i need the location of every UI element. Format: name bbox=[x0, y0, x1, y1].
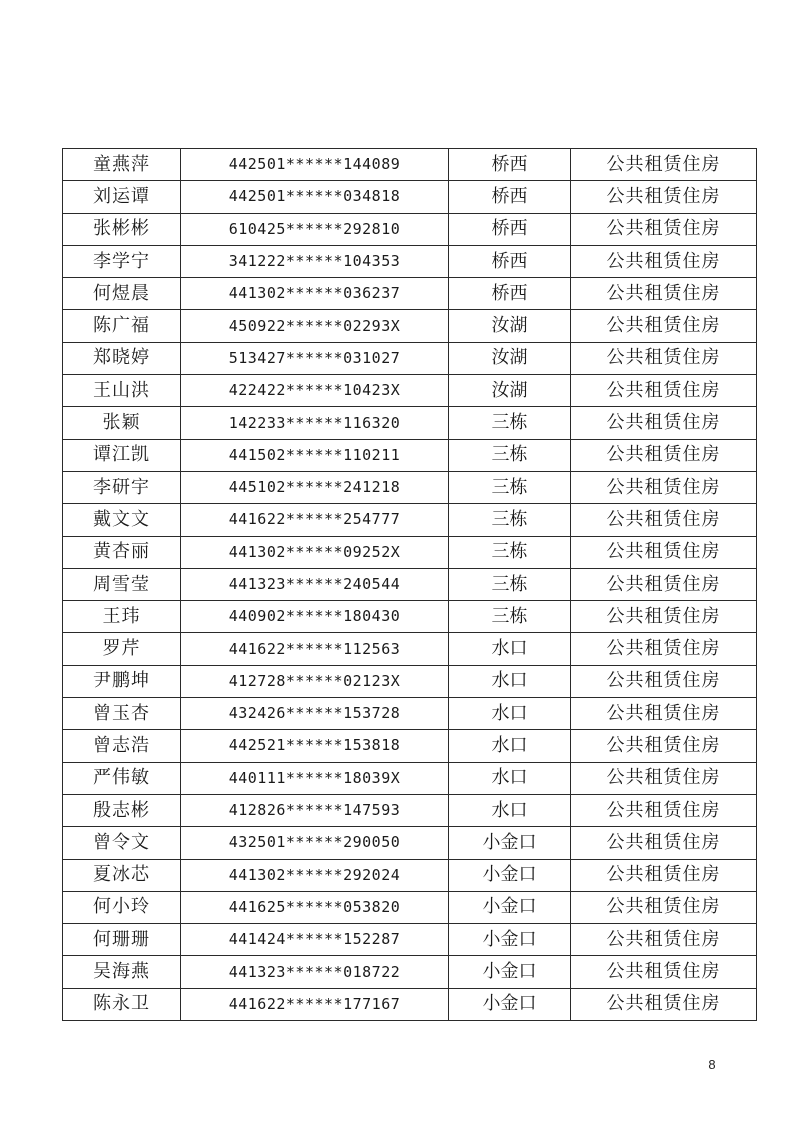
table-row bbox=[63, 342, 757, 374]
housing-type-cell: 公共租赁住房 bbox=[571, 213, 757, 245]
table-row bbox=[63, 633, 757, 665]
housing-type-cell: 公共租赁住房 bbox=[571, 633, 757, 665]
area-cell: 桥西 bbox=[449, 245, 571, 277]
area-cell: 三栋 bbox=[449, 471, 571, 503]
housing-type-cell: 公共租赁住房 bbox=[571, 698, 757, 730]
table-row bbox=[63, 956, 757, 988]
housing-type-cell: 公共租赁住房 bbox=[571, 891, 757, 923]
area-cell: 水口 bbox=[449, 698, 571, 730]
table-row bbox=[63, 439, 757, 471]
housing-type-cell: 公共租赁住房 bbox=[571, 310, 757, 342]
housing-type-cell: 公共租赁住房 bbox=[571, 407, 757, 439]
table-row bbox=[63, 213, 757, 245]
housing-type-cell: 公共租赁住房 bbox=[571, 181, 757, 213]
area-cell: 小金口 bbox=[449, 859, 571, 891]
table-row bbox=[63, 310, 757, 342]
id-number-cell: 441424******152287 bbox=[181, 924, 449, 956]
area-cell: 三栋 bbox=[449, 407, 571, 439]
id-number-cell: 440111******18039X bbox=[181, 762, 449, 794]
id-number-cell: 432501******290050 bbox=[181, 827, 449, 859]
applicant-name-cell: 何煜晨 bbox=[63, 278, 181, 310]
id-number-cell: 341222******104353 bbox=[181, 245, 449, 277]
table-row bbox=[63, 924, 757, 956]
housing-type-cell: 公共租赁住房 bbox=[571, 245, 757, 277]
table-row bbox=[63, 988, 757, 1020]
allocation-table-body bbox=[63, 149, 757, 1021]
housing-type-cell: 公共租赁住房 bbox=[571, 827, 757, 859]
area-cell: 水口 bbox=[449, 633, 571, 665]
id-number-cell: 450922******02293X bbox=[181, 310, 449, 342]
applicant-name-cell: 陈永卫 bbox=[63, 988, 181, 1020]
id-number-cell: 441622******177167 bbox=[181, 988, 449, 1020]
housing-type-cell: 公共租赁住房 bbox=[571, 278, 757, 310]
applicant-name-cell: 吴海燕 bbox=[63, 956, 181, 988]
table-row bbox=[63, 601, 757, 633]
page-number: 8 bbox=[708, 1057, 716, 1072]
applicant-name-cell: 曾令文 bbox=[63, 827, 181, 859]
table-row bbox=[63, 407, 757, 439]
table-row bbox=[63, 859, 757, 891]
id-number-cell: 440902******180430 bbox=[181, 601, 449, 633]
table-row bbox=[63, 568, 757, 600]
id-number-cell: 441323******018722 bbox=[181, 956, 449, 988]
area-cell: 桥西 bbox=[449, 181, 571, 213]
applicant-name-cell: 何珊珊 bbox=[63, 924, 181, 956]
housing-type-cell: 公共租赁住房 bbox=[571, 730, 757, 762]
table-row bbox=[63, 536, 757, 568]
area-cell: 三栋 bbox=[449, 439, 571, 471]
applicant-name-cell: 殷志彬 bbox=[63, 794, 181, 826]
table-row bbox=[63, 794, 757, 826]
table-row bbox=[63, 762, 757, 794]
applicant-name-cell: 郑晓婷 bbox=[63, 342, 181, 374]
id-number-cell: 441323******240544 bbox=[181, 568, 449, 600]
applicant-name-cell: 李学宁 bbox=[63, 245, 181, 277]
id-number-cell: 513427******031027 bbox=[181, 342, 449, 374]
area-cell: 三栋 bbox=[449, 504, 571, 536]
table-row bbox=[63, 665, 757, 697]
applicant-name-cell: 严伟敏 bbox=[63, 762, 181, 794]
housing-type-cell: 公共租赁住房 bbox=[571, 956, 757, 988]
table-row bbox=[63, 149, 757, 181]
id-number-cell: 441622******112563 bbox=[181, 633, 449, 665]
area-cell: 小金口 bbox=[449, 827, 571, 859]
applicant-name-cell: 刘运谭 bbox=[63, 181, 181, 213]
applicant-name-cell: 周雪莹 bbox=[63, 568, 181, 600]
housing-type-cell: 公共租赁住房 bbox=[571, 601, 757, 633]
applicant-name-cell: 王山洪 bbox=[63, 375, 181, 407]
housing-type-cell: 公共租赁住房 bbox=[571, 471, 757, 503]
housing-type-cell: 公共租赁住房 bbox=[571, 439, 757, 471]
area-cell: 三栋 bbox=[449, 601, 571, 633]
area-cell: 小金口 bbox=[449, 924, 571, 956]
id-number-cell: 432426******153728 bbox=[181, 698, 449, 730]
housing-type-cell: 公共租赁住房 bbox=[571, 762, 757, 794]
table-row bbox=[63, 375, 757, 407]
table-row bbox=[63, 730, 757, 762]
id-number-cell: 412826******147593 bbox=[181, 794, 449, 826]
applicant-name-cell: 曾玉杏 bbox=[63, 698, 181, 730]
area-cell: 小金口 bbox=[449, 988, 571, 1020]
area-cell: 小金口 bbox=[449, 956, 571, 988]
housing-type-cell: 公共租赁住房 bbox=[571, 568, 757, 600]
housing-type-cell: 公共租赁住房 bbox=[571, 149, 757, 181]
housing-type-cell: 公共租赁住房 bbox=[571, 665, 757, 697]
table-row bbox=[63, 504, 757, 536]
table-row bbox=[63, 278, 757, 310]
area-cell: 三栋 bbox=[449, 536, 571, 568]
applicant-name-cell: 夏冰芯 bbox=[63, 859, 181, 891]
applicant-name-cell: 张颖 bbox=[63, 407, 181, 439]
id-number-cell: 441302******036237 bbox=[181, 278, 449, 310]
area-cell: 汝湖 bbox=[449, 310, 571, 342]
applicant-name-cell: 张彬彬 bbox=[63, 213, 181, 245]
id-number-cell: 412728******02123X bbox=[181, 665, 449, 697]
housing-type-cell: 公共租赁住房 bbox=[571, 375, 757, 407]
area-cell: 水口 bbox=[449, 794, 571, 826]
area-cell: 水口 bbox=[449, 762, 571, 794]
table-row bbox=[63, 471, 757, 503]
area-cell: 桥西 bbox=[449, 213, 571, 245]
id-number-cell: 441622******254777 bbox=[181, 504, 449, 536]
applicant-name-cell: 黄杏丽 bbox=[63, 536, 181, 568]
id-number-cell: 422422******10423X bbox=[181, 375, 449, 407]
id-number-cell: 442501******034818 bbox=[181, 181, 449, 213]
id-number-cell: 441625******053820 bbox=[181, 891, 449, 923]
table-row bbox=[63, 698, 757, 730]
id-number-cell: 142233******116320 bbox=[181, 407, 449, 439]
id-number-cell: 442501******144089 bbox=[181, 149, 449, 181]
housing-type-cell: 公共租赁住房 bbox=[571, 342, 757, 374]
housing-type-cell: 公共租赁住房 bbox=[571, 859, 757, 891]
applicant-name-cell: 何小玲 bbox=[63, 891, 181, 923]
applicant-name-cell: 罗芹 bbox=[63, 633, 181, 665]
housing-type-cell: 公共租赁住房 bbox=[571, 924, 757, 956]
area-cell: 汝湖 bbox=[449, 375, 571, 407]
area-cell: 桥西 bbox=[449, 278, 571, 310]
applicant-name-cell: 王玮 bbox=[63, 601, 181, 633]
area-cell: 小金口 bbox=[449, 891, 571, 923]
housing-type-cell: 公共租赁住房 bbox=[571, 794, 757, 826]
table-row bbox=[63, 181, 757, 213]
area-cell: 水口 bbox=[449, 665, 571, 697]
area-cell: 三栋 bbox=[449, 568, 571, 600]
applicant-name-cell: 陈广福 bbox=[63, 310, 181, 342]
housing-type-cell: 公共租赁住房 bbox=[571, 988, 757, 1020]
housing-type-cell: 公共租赁住房 bbox=[571, 536, 757, 568]
id-number-cell: 441302******292024 bbox=[181, 859, 449, 891]
table-row bbox=[63, 891, 757, 923]
applicant-name-cell: 谭江凯 bbox=[63, 439, 181, 471]
id-number-cell: 441502******110211 bbox=[181, 439, 449, 471]
id-number-cell: 445102******241218 bbox=[181, 471, 449, 503]
table-row bbox=[63, 827, 757, 859]
housing-type-cell: 公共租赁住房 bbox=[571, 504, 757, 536]
table-row bbox=[63, 245, 757, 277]
allocation-table bbox=[62, 148, 757, 1021]
applicant-name-cell: 戴文文 bbox=[63, 504, 181, 536]
area-cell: 水口 bbox=[449, 730, 571, 762]
id-number-cell: 610425******292810 bbox=[181, 213, 449, 245]
area-cell: 汝湖 bbox=[449, 342, 571, 374]
applicant-name-cell: 李研宇 bbox=[63, 471, 181, 503]
id-number-cell: 441302******09252X bbox=[181, 536, 449, 568]
area-cell: 桥西 bbox=[449, 149, 571, 181]
applicant-name-cell: 曾志浩 bbox=[63, 730, 181, 762]
applicant-name-cell: 尹鹏坤 bbox=[63, 665, 181, 697]
id-number-cell: 442521******153818 bbox=[181, 730, 449, 762]
applicant-name-cell: 童燕萍 bbox=[63, 149, 181, 181]
